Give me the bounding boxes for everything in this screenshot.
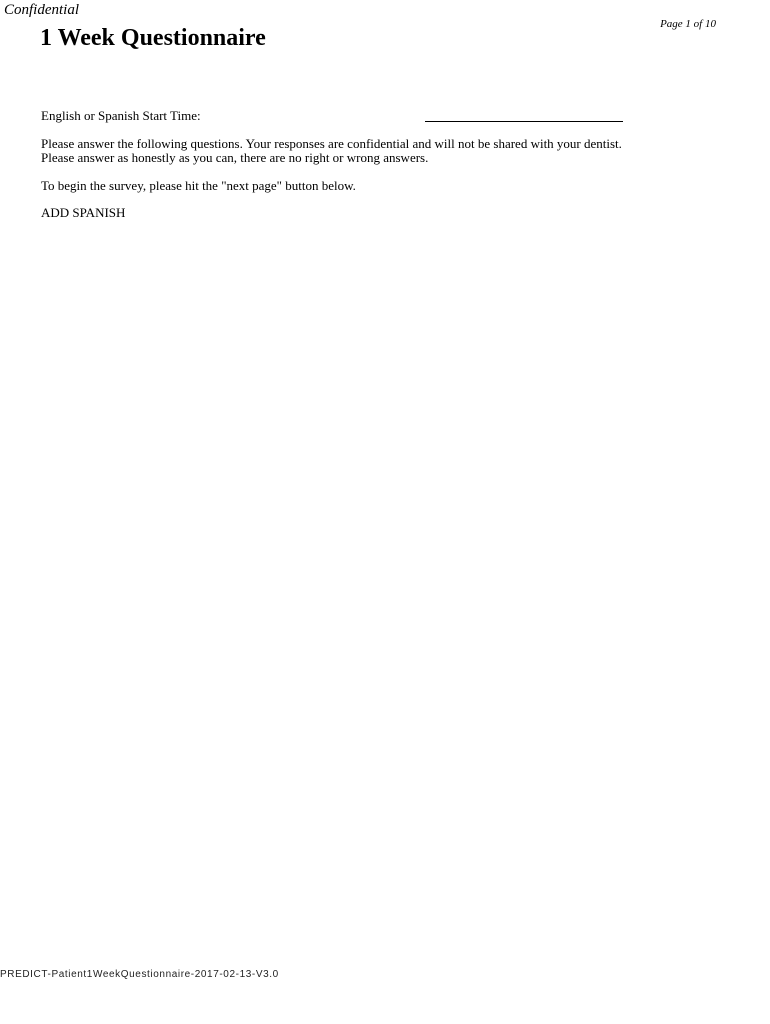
intro-line: Please answer the following questions. Your responses are confidential and will not be shared with your dentist. [41, 136, 622, 151]
start-time-label: English or Spanish Start Time: [41, 108, 201, 123]
start-time-row [41, 108, 626, 126]
intro-line: Please answer as honestly as you can, there are no right or wrong answers. [41, 150, 429, 165]
add-spanish-note: ADD SPANISH [41, 205, 126, 220]
confidential-label: Confidential [4, 2, 79, 18]
page-number: Page 1 of 10 [660, 18, 716, 30]
intro-paragraph [41, 137, 741, 165]
begin-instruction: To begin the survey, please hit the "next page" button below. [41, 178, 356, 193]
start-time-field[interactable] [425, 121, 623, 122]
footer-document-id: PREDICT-Patient1WeekQuestionnaire-2017-02-13-V3.0 [0, 969, 279, 980]
page-title: 1 Week Questionnaire [40, 25, 266, 51]
